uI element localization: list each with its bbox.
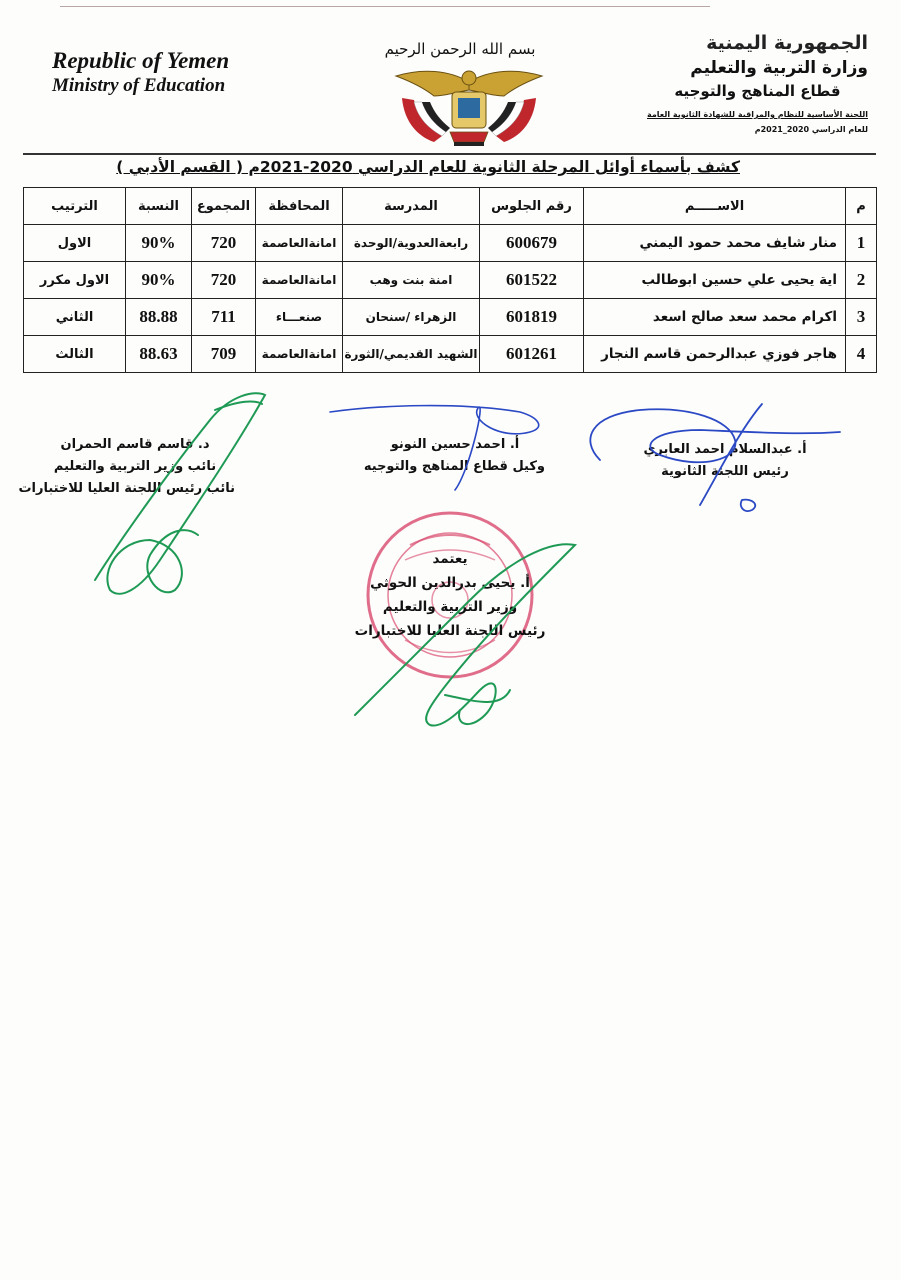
cell-governorate: امانةالعاصمة (256, 262, 343, 299)
signature-block-middle (365, 434, 545, 478)
top-border-line (60, 6, 710, 7)
cell-seat: 601522 (480, 262, 584, 299)
cell-total: 711 (192, 299, 256, 336)
approval-title2: رئيس اللجنة العليا للاختبارات (354, 623, 546, 639)
cell-school: الشهيد القديمي/الثورة (343, 336, 480, 373)
sig-left-name: د. قاسم قاسم الحمران (60, 437, 210, 452)
sig-middle-title1: وكيل قطاع المناهج والتوجيه (363, 459, 545, 474)
cell-governorate: امانةالعاصمة (256, 225, 343, 262)
cell-school: رابعةالعدوية/الوحدة (343, 225, 480, 262)
cell-seat: 600679 (480, 225, 584, 262)
cell-governorate: صنعـــاء (256, 299, 343, 336)
header-divider (23, 153, 876, 155)
cell-percent: 90% (126, 225, 192, 262)
arabic-year: للعام الدراسي 2020_2021م (754, 125, 868, 134)
cell-rank: الاول (24, 225, 126, 262)
cell-seat: 601261 (480, 336, 584, 373)
cell-percent: 90% (126, 262, 192, 299)
sig-left-title2: نائب رئيس اللجنة العليا للاختبارات (18, 481, 235, 496)
sig-right-title1: رئيس اللجنة الثانوية (661, 464, 789, 479)
table-header-row (24, 188, 877, 225)
arabic-letterhead (647, 32, 868, 134)
sig-middle-name: أ. احمد حسين النونو (390, 437, 520, 452)
cell-index: 2 (846, 262, 877, 299)
arabic-committee: اللجنة الأساسية للنظام والمراقبة للشهادة الثانوية العامة (647, 110, 868, 119)
english-ministry: Ministry of Education (52, 75, 226, 96)
header-governorate: المحافظة (256, 188, 343, 225)
table-row (24, 262, 877, 299)
cell-name: هاجر فوزي عبدالرحمن قاسم النجار (584, 336, 846, 373)
cell-governorate: امانةالعاصمة (256, 336, 343, 373)
header-index: م (846, 188, 877, 225)
approval-name: أ. يحيى بدرالدين الحوثي (370, 575, 530, 591)
cell-name: اكرام محمد سعد صالح اسعد (584, 299, 846, 336)
cell-index: 3 (846, 299, 877, 336)
table-row (24, 336, 877, 373)
sig-right-name: أ. عبدالسلام احمد العابري (643, 442, 807, 457)
header-total: المجموع (192, 188, 256, 225)
header-school: المدرسة (343, 188, 480, 225)
approval-title1: وزير التربية والتعليم (382, 599, 518, 615)
approval-heading: يعتمد (432, 551, 468, 567)
sig-left-title1: نائب وزير التربية والتعليم (53, 459, 217, 474)
signature-block-left (18, 434, 235, 500)
cell-school: امنة بنت وهب (343, 262, 480, 299)
cell-rank: الاول مكرر (24, 262, 126, 299)
results-table (23, 187, 877, 373)
table-row (24, 299, 877, 336)
arabic-republic: الجمهورية اليمنية (706, 32, 868, 54)
table-row (24, 225, 877, 262)
cell-total: 709 (192, 336, 256, 373)
header-seat: رقم الجلوس (480, 188, 584, 225)
header-rank: الترتيب (24, 188, 126, 225)
yemen-eagle-emblem (394, 62, 544, 150)
cell-school: الزهراء /سنحان (343, 299, 480, 336)
arabic-sector: قطاع المناهج والتوجيه (674, 82, 841, 100)
cell-percent: 88.88 (126, 299, 192, 336)
header-name: الاســـــم (584, 188, 846, 225)
cell-total: 720 (192, 262, 256, 299)
english-republic: Republic of Yemen (52, 48, 230, 73)
basmala: بسم الله الرحمن الرحيم (384, 40, 536, 58)
cell-total: 720 (192, 225, 256, 262)
arabic-ministry: وزارة التربية والتعليم (690, 58, 868, 78)
cell-index: 4 (846, 336, 877, 373)
english-letterhead (52, 47, 229, 97)
cell-seat: 601819 (480, 299, 584, 336)
cell-rank: الثاني (24, 299, 126, 336)
document-title: كشف بأسماء أوائل المرحلة الثانوية للعام الدراسي 2020-2021م ( القسم الأدبي ) (116, 158, 740, 176)
approval-block (350, 547, 550, 643)
cell-percent: 88.63 (126, 336, 192, 373)
header-percent: النسبة (126, 188, 192, 225)
cell-rank: الثالث (24, 336, 126, 373)
cell-index: 1 (846, 225, 877, 262)
cell-name: منار شايف محمد حمود اليمني (584, 225, 846, 262)
cell-name: اية يحيى علي حسين ابوطالب (584, 262, 846, 299)
signature-block-right (640, 439, 810, 483)
